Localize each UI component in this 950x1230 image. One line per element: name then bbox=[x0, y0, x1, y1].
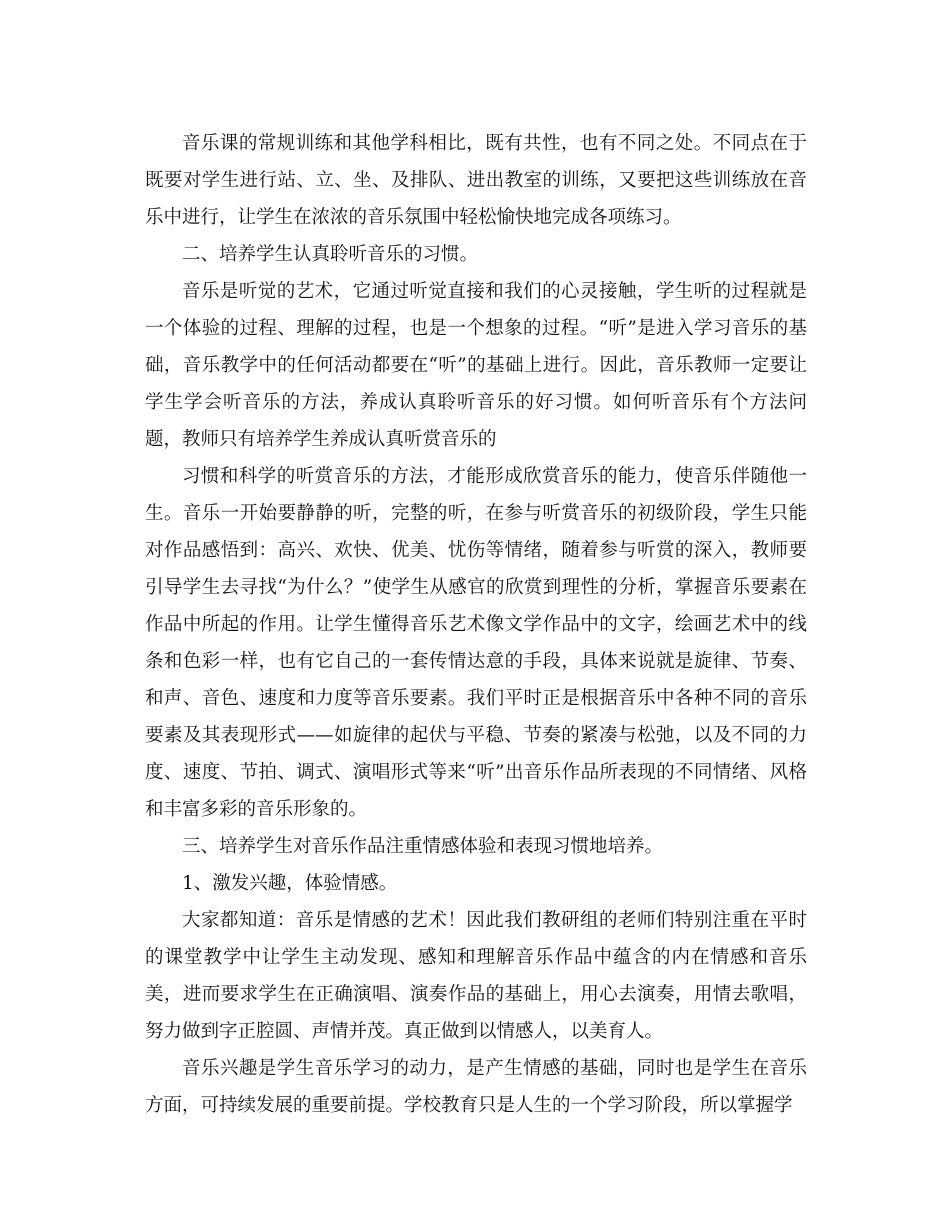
paragraph-routine-training: 音乐课的常规训练和其他学科相比，既有共性，也有不同之处。不同点在于既要对学生进行站、立、坐、及排队、进出教室的训练，又要把这些训练放在音乐中进行，让学生在浓浓的音乐氛围中轻松愉快地完成各项练习。 bbox=[145, 133, 807, 228]
paragraph-music-emotion: 大家都知道：音乐是情感的艺术！因此我们教研组的老师们特别注重在平时的课堂教学中让学生主动发现、感知和理解音乐作品中蕴含的内在情感和音乐美，进而要求学生在正确演唱、演奏作品的基础上，用心去演奏，用情去歌唱，努力做到字正腔圆、声情并茂。真正做到以情感人，以美育人。 bbox=[145, 910, 807, 1042]
paragraph-music-interest: 音乐兴趣是学生音乐学习的动力，是产生情感的基础，同时也是学生在音乐方面，可持续发展的重要前提。学校教育只是人生的一个学习阶段，所以掌握学 bbox=[145, 1058, 807, 1116]
heading-listening-habit: 二、培养学生认真聆听音乐的习惯。 bbox=[182, 244, 479, 265]
subheading-stimulate-interest: 1、激发兴趣，体验情感。 bbox=[182, 873, 398, 894]
heading-emotional-experience: 三、培养学生对音乐作品注重情感体验和表现习惯地培养。 bbox=[182, 836, 664, 857]
paragraph-listening-art: 音乐是听觉的艺术，它通过听觉直接和我们的心灵接触，学生听的过程就是一个体验的过程、理解的过程，也是一个想象的过程。“听”是进入学习音乐的基础，音乐教学中的任何活动都要在“听”的基础上进行。因此，音乐教师一定要让学生学会听音乐的方法，养成认真聆听音乐的好习惯。如何听音乐有个方法问题，教师只有培养学生养成认真听赏音乐的 bbox=[145, 281, 807, 450]
paragraph-listening-method: 习惯和科学的听赏音乐的方法，才能形成欣赏音乐的能力，使音乐伴随他一生。音乐一开始要静静的听，完整的听，在参与听赏音乐的初级阶段，学生只能对作品感悟到：高兴、欢快、优美、忧伤等情绪，随着参与听赏的深入，教师要引导学生去寻找“为什么？”使学生从感官的欣赏到理性的分析，掌握音乐要素在作品中所起的作用。让学生懂得音乐艺术像文学作品中的文字，绘画艺术中的线条和色彩一样，也有它自己的一套传情达意的手段，具体来说就是旋律、节奏、和声、音色、速度和力度等音乐要素。我们平时正是根据音乐中各种不同的音乐要素及其表现形式——如旋律的起伏与平稳、节奏的紧凑与松弛，以及不同的力度、速度、节拍、调式、演唱形式等来“听”出音乐作品所表现的不同情绪、风格和丰富多彩的音乐形象的。 bbox=[145, 466, 807, 820]
document-page bbox=[145, 125, 807, 1124]
